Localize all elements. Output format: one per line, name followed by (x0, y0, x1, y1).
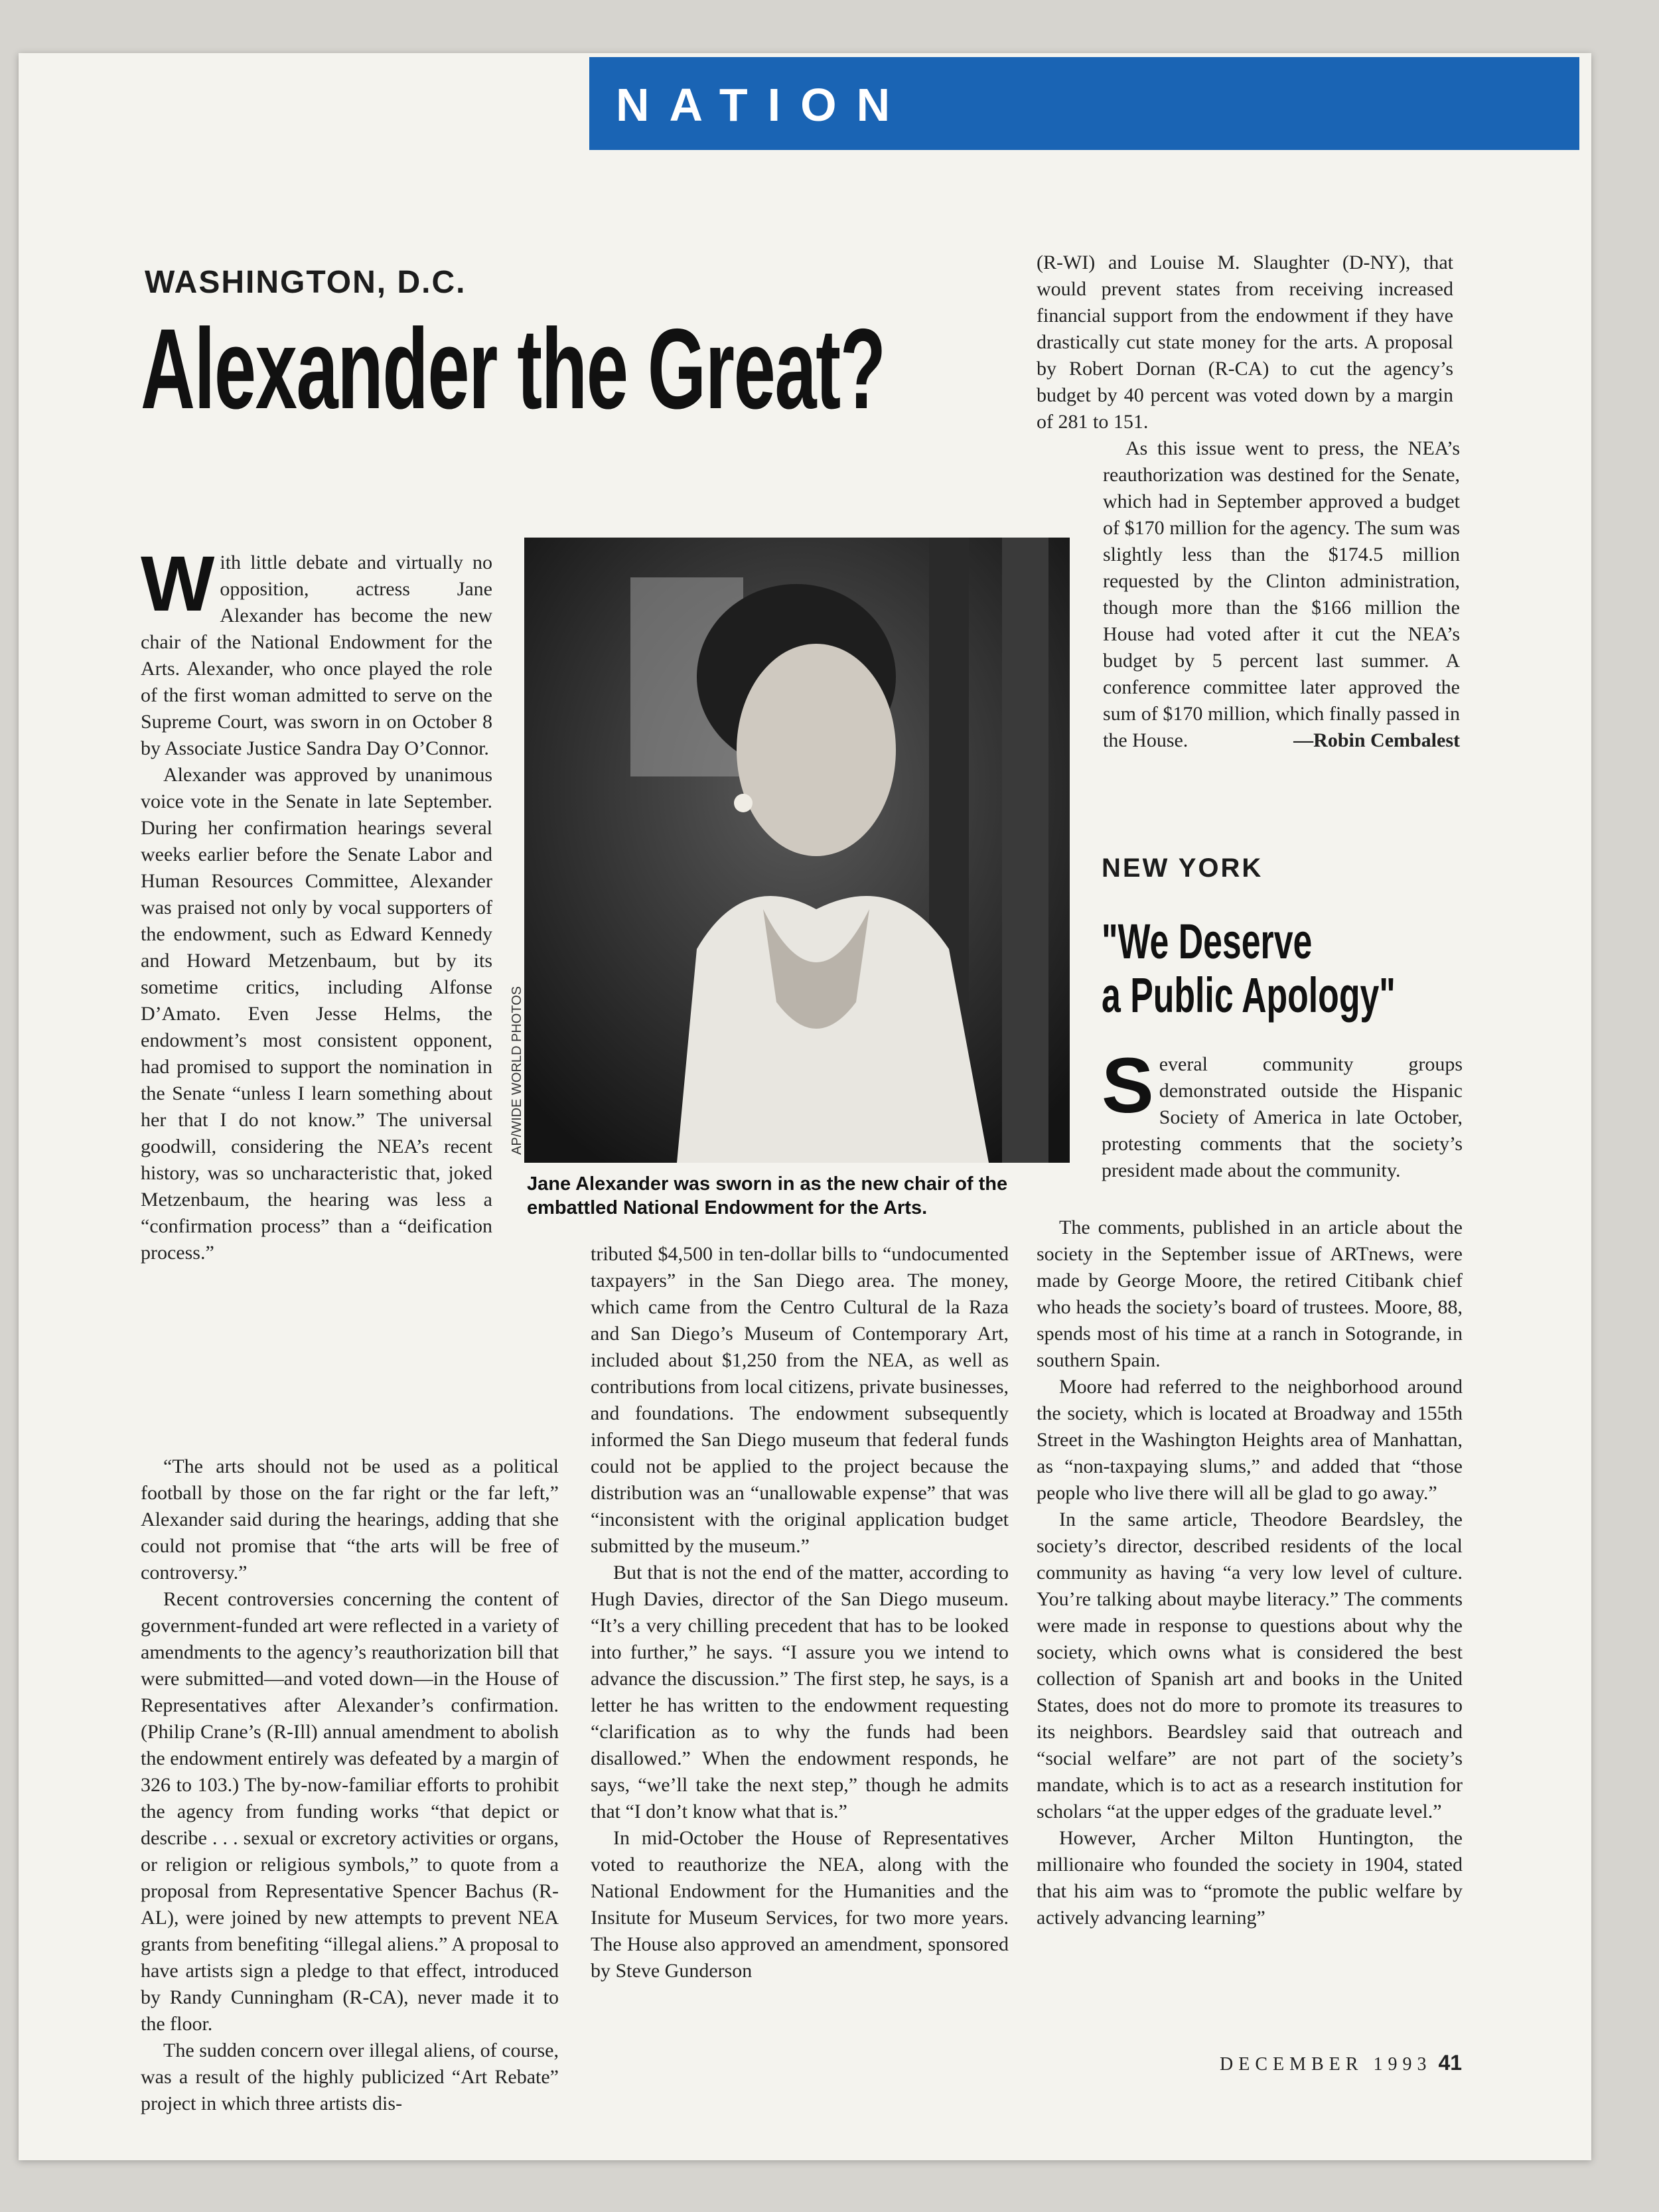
story1-paragraph: The sudden concern over illegal aliens, of course, was a result of the highly publicized “Art Rebate” project in which three artists dis- (141, 2039, 559, 2114)
portrait-image (524, 538, 1070, 1163)
photo-credit: AP/WIDE WORLD PHOTOS (510, 986, 524, 1155)
byline: —Robin Cembalest (1293, 729, 1460, 751)
story2-paragraph: In the same article, Theodore Beardsley, the society’s director, described residents of the local community as having “a very low level of culture. You’re talking about maybe literacy.” The comments were made in response to questions about why the society, which owns what is considered the best collection of Spanish art and books in the United States, does not do more to promote its treasures to its neighbors. Beardsley said that outreach and “social welfare” are not part of the society’s mandate, which is to act as a research institution for scholars “at the upper edges of the graduate level.” (1037, 1509, 1463, 1822)
story1-paragraph: (R-WI) and Louise M. Slaughter (D-NY), that would prevent states from receiving increased financial support from the endowment if they have drastically cut state money for the arts. A proposal by Robert Dornan (R-CA) to cut the agency’s budget by 40 percent was voted down by a margin of 281 to 151. (1037, 252, 1453, 433)
story2-paragraph: The comments, published in an article about the society in the September issue of ARTnews, were made by George Moore, the retired Citibank chief who heads the society’s board of trustees. Moore, 88, spends most of his time at a ranch in Sotogrande, in southern Spain. (1037, 1217, 1463, 1371)
story1-paragraph: With little debate and virtually no opposition, actress Jane Alexander has become the new chair of the National Endowment for the Arts. Alexander, who once played the role of the first woman admitted to serve on the Supreme Court, was sworn in on October 8 by Associate Justice Sandra Day O’Connor. (141, 540, 492, 759)
story2-paragraph: Several community groups demonstrated outside the Hispanic Society of America in late October, protesting comments that the society’s president made about the community. (1102, 1042, 1463, 1181)
page-number: 41 (1438, 2051, 1463, 2075)
story1-dateline: WASHINGTON, D.C. (145, 265, 467, 300)
story1-headline: Alexander the Great? (141, 305, 885, 433)
story1-paragraph: But that is not the end of the matter, according to Hugh Davies, director of the San Diego museum. “It’s a very chilling precedent that has to be looked into further,” he says. “I assure you we intend to advance the discussion.” The first step, he says, is a letter he has written to the endowment requesting “clarification as to why the funds had been disallowed.” When the endowment responds, he says, “we’ll take the next step,” though he admits that “I don’t know what that is.” (591, 1562, 1009, 1822)
story2-body-top (1102, 1042, 1463, 1184)
story1-dropcap: W (141, 540, 215, 628)
jane-alexander-photo (524, 538, 1070, 1163)
story1-column-1 (141, 540, 492, 1266)
story1-column-3-lower (1103, 435, 1460, 754)
story1-paragraph: Recent controversies concerning the content of government-funded art were reflected in a variety of amendments to the agency’s reauthorization bill that were submitted—and voted down—in the House of Representatives after Alexander’s confirmation. (Philip Crane’s (R-Ill) annual amendment to abolish the endowment entirely was defeated by a margin of 326 to 103.) The by-now-familiar efforts to prohibit the agency from funding works “that depict or describe . . . sexual or excretory activities or organs, or religion or religious symbols,” to quote from a proposal from Representative Spencer Bachus (R-AL), were joined by new attempts to prevent NEA grants from benefiting “illegal aliens.” A proposal to have artists sign a pledge to that effect, introduced by Randy Cunningham (R-CA), never made it to the floor. (141, 1588, 559, 2035)
story1-paragraph: Alexander was approved by unanimous voice vote in the Senate in late September. During her confirmation hearings several weeks earlier before the Senate Labor and Human Resources Committee, Alexander was praised not only by vocal supporters of the endowment, such as Edward Kennedy and Howard Metzenbaum, but by its sometime critics, including Alfonse D’Amato. Even Jesse Helms, the endowment’s most consistent opponent, had promised to support the nomination in the Senate “unless I learn something about her that I do not know.” The universal goodwill, considering the NEA’s recent history, was so uncharacteristic that, joked Metzenbaum, the hearing was less a “confirmation process” than a “deification process.” (141, 764, 492, 1264)
section-label: NATION (616, 79, 910, 131)
story1-column-2 (591, 1241, 1009, 1984)
story1-column-3 (1037, 250, 1453, 435)
story1-paragraph: In mid-October the House of Representatives voted to reauthorize the NEA, along with the National Endowment for the Humanities and the Insitute for Museum Services, for two more years. The House also approved an amendment, sponsored by Steve Gunderson (591, 1827, 1009, 1982)
story2-headline: "We Deserve a Public Apology" (1102, 914, 1396, 1023)
story1-paragraph: As this issue went to press, the NEA’s reauthorization was destined for the Senate, which had in September approved a budget of $170 million for the agency. The sum was slightly less than the $174.5 million requested by the Clinton administration, though more than the $166 million the House had voted after it cut the NEA’s budget by 5 percent last summer. A conference committee later approved the sum of $170 million, which finally passed in the House. —Robin Cembalest (1103, 435, 1460, 754)
story1-column-1-lower (141, 1453, 559, 2117)
story2-paragraph: However, Archer Milton Huntington, the millionaire who founded the society in 1904, stated that his aim was to “promote the public welfare by actively advancing learning” (1037, 1827, 1463, 1929)
issue-date: DECEMBER 1993 (1220, 2054, 1432, 2075)
story2-dropcap: S (1102, 1042, 1154, 1130)
page-footer (1220, 2051, 1462, 2075)
story1-paragraph: “The arts should not be used as a political football by those on the far right or the far left,” Alexander said during the hearings, adding that she could not promise that “the arts will be free of controversy.” (141, 1455, 559, 1584)
story2-dateline: NEW YORK (1102, 853, 1263, 883)
photo-caption: Jane Alexander was sworn in as the new chair of the embattled National Endowment for the Arts. (527, 1173, 1008, 1218)
story2-body (1037, 1215, 1463, 1931)
story1-paragraph: tributed $4,500 in ten-dollar bills to “undocumented taxpayers” in the San Diego area. The money, which came from the Centro Cultural de la Raza and San Diego’s Museum of Contemporary Art, included about $1,250 from the NEA, as well as contributions from local citizens, private businesses, and foundations. The endowment subsequently informed the San Diego museum that federal funds could not be applied to the project because the distribution was an “unallowable expense” that was “inconsistent with the original application budget submitted by the museum.” (591, 1243, 1009, 1557)
story2-paragraph: Moore had referred to the neighborhood around the society, which is located at Broadway and 155th Street in the Washington Heights area of Manhattan, as “non-taxpaying slums,” and added that “those people who live there will all be glad to go away.” (1037, 1376, 1463, 1504)
